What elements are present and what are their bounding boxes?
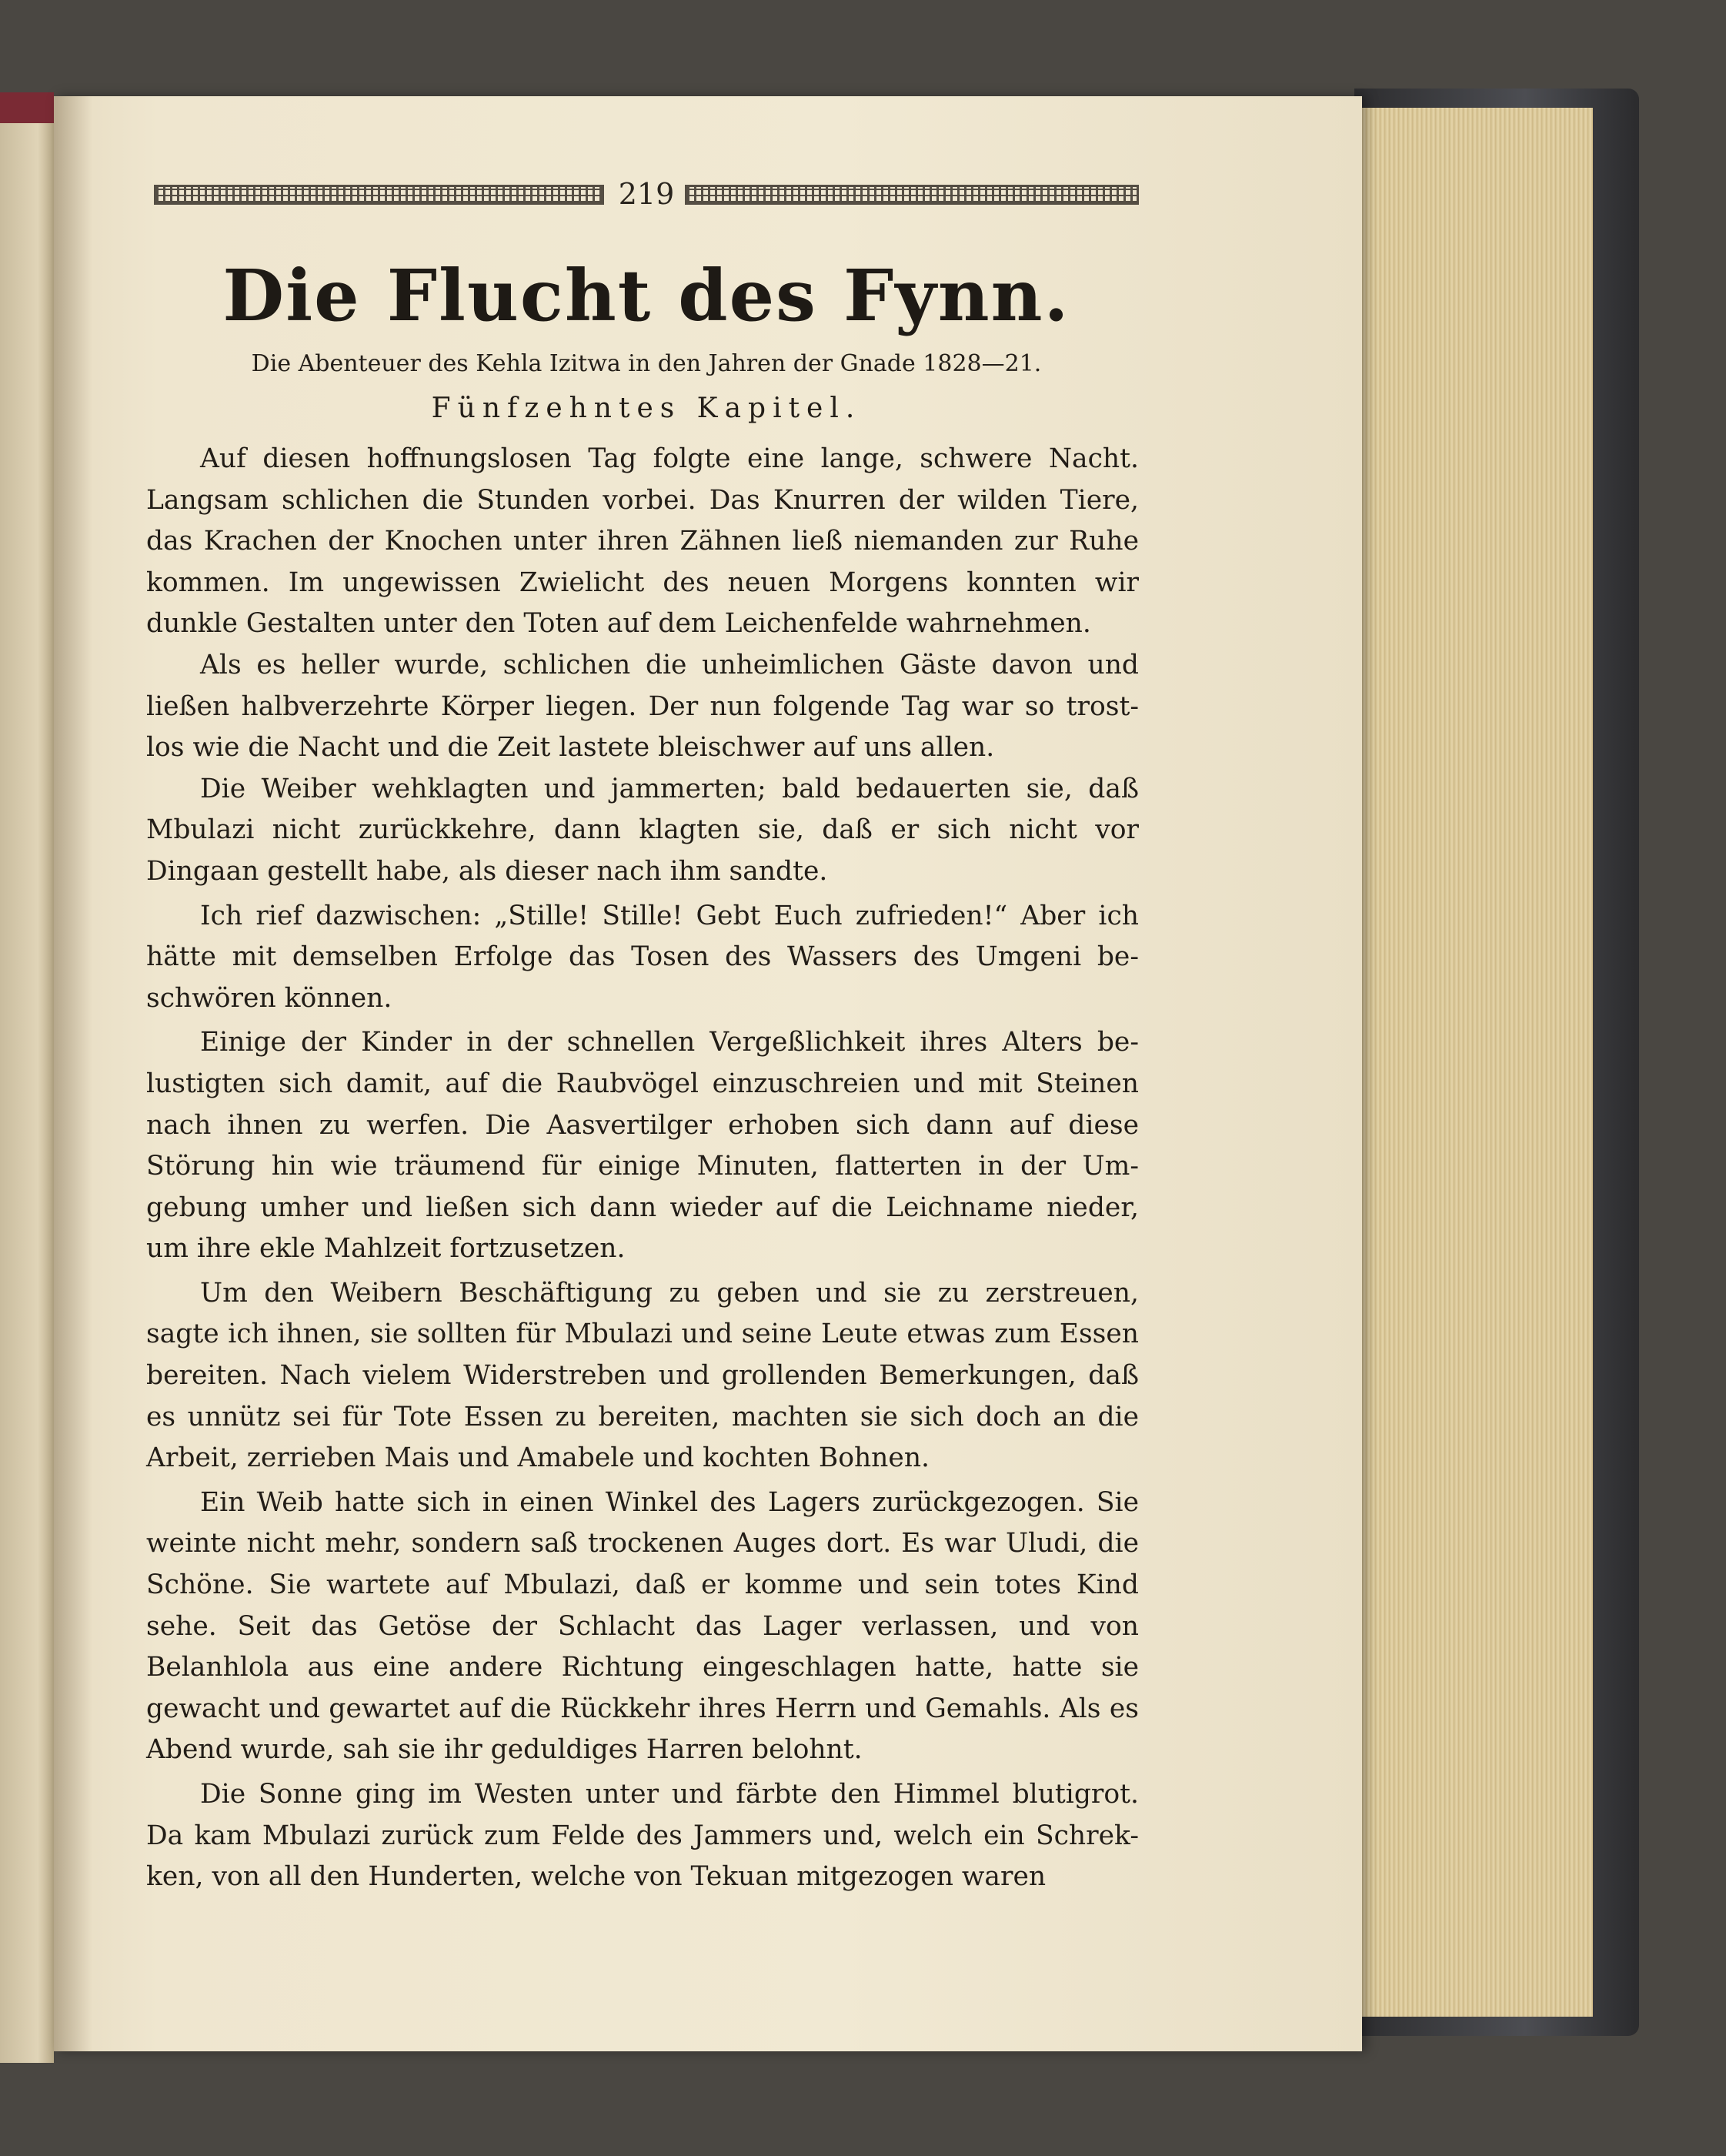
paragraph: Auf diesen hoffnungslosen Tag folgte eine lange, schwere Nacht. Langsam schlichen die Stunden vorbei. Das Knurren der wilden Tiere, das Krachen der Knochen unter ihren Zähnen ließ niemanden zur Ruhe kommen. Im ungewissen Zwielicht des neuen Morgens konnten wir dunkle Gestalten unter den Toten auf dem Leichenfelde wahrnehmen.	[146, 443, 1139, 640]
paragraph: Als es heller wurde, schlichen die unheimlichen Gäste davon und ließen halbverzehrte Körper liegen. Der nun folgende Tag war so trost-los wie die Nacht und die Zeit lastete bleischwer auf uns allen.	[146, 649, 1139, 764]
body-text	[146, 439, 1139, 1898]
chapter-heading: Fünfzehntes Kapitel.	[431, 393, 862, 424]
paragraph: Ein Weib hatte sich in einen Winkel des Lagers zurückgezogen. Sie weinte nicht mehr, sondern saß trockenen Auges dort. Es war Uludi, die Schöne. Sie wartete auf Mbulazi, daß er komme und sein totes Kind sehe. Seit das Getöse der Schlacht das Lager verlassen, und von Belanhlola aus eine andere Richtung eingeschlagen hatte, hatte sie gewacht und gewartet auf die Rückkehr ihres Herrn und Gemahls. Als es Abend wurde, sah sie ihr geduldiges Harren belohnt.	[146, 1486, 1139, 1766]
page-title: Die Flucht des Fynn.	[222, 254, 1070, 337]
gutter-shadow	[54, 96, 92, 2051]
paragraph: Die Weiber wehklagten und jammerten; bald bedauerten sie, daß Mbulazi nicht zurückkehre, dann klagten sie, daß er sich nicht vor Dingaan gestellt habe, als dieser nach ihm sandte.	[146, 773, 1139, 887]
paragraph: Einige der Kinder in der schnellen Vergeßlichkeit ihres Alters be-lustigten sich damit, auf die Raubvögel einzuschreien und mit Steinen nach ihnen zu werfen. Die Aasvertilger erhoben sich dann auf diese Störung hin wie träumend für einige Minuten, flatterten in der Um-gebung umher und ließen sich dann wieder auf die Leichname nieder, um ihre ekle Mahlzeit fortzusetzen.	[146, 1027, 1139, 1265]
paragraph: Ich rief dazwischen: „Stille! Stille! Gebt Euch zufrieden!“ Aber ich hätte mit demselben Erfolge das Tosen des Wassers des Umgeni be-schwören können.	[146, 900, 1139, 1014]
page-subtitle: Die Abenteuer des Kehla Izitwa in den Jahren der Gnade 1828—21.	[251, 350, 1042, 377]
ornament-left	[154, 185, 604, 205]
page-header	[154, 179, 1139, 212]
page-number: 219	[618, 177, 675, 211]
paragraph: Um den Weibern Beschäftigung zu geben und sie zu zerstreuen, sagte ich ihnen, sie sollten für Mbulazi und seine Leute etwas zum Essen bereiten. Nach vielem Widerstreben und grollenden Bemerkungen, daß es unnütz sei für Tote Essen zu bereiten, machten sie sich doch an die Arbeit, zerrieben Mais und Amabele und kochten Bohnen.	[146, 1277, 1139, 1474]
ornament-right	[685, 185, 1139, 205]
left-page-edge	[0, 108, 54, 2063]
red-ribbon-spine	[0, 92, 54, 123]
page-block-edges	[1339, 108, 1593, 2017]
paragraph: Die Sonne ging im Westen unter und färbte den Himmel blutigrot. Da kam Mbulazi zurück zum Felde des Jammers und, welch ein Schrek-ken, von all den Hunderten, welche von Tekuan mitgezogen waren	[146, 1779, 1139, 1893]
